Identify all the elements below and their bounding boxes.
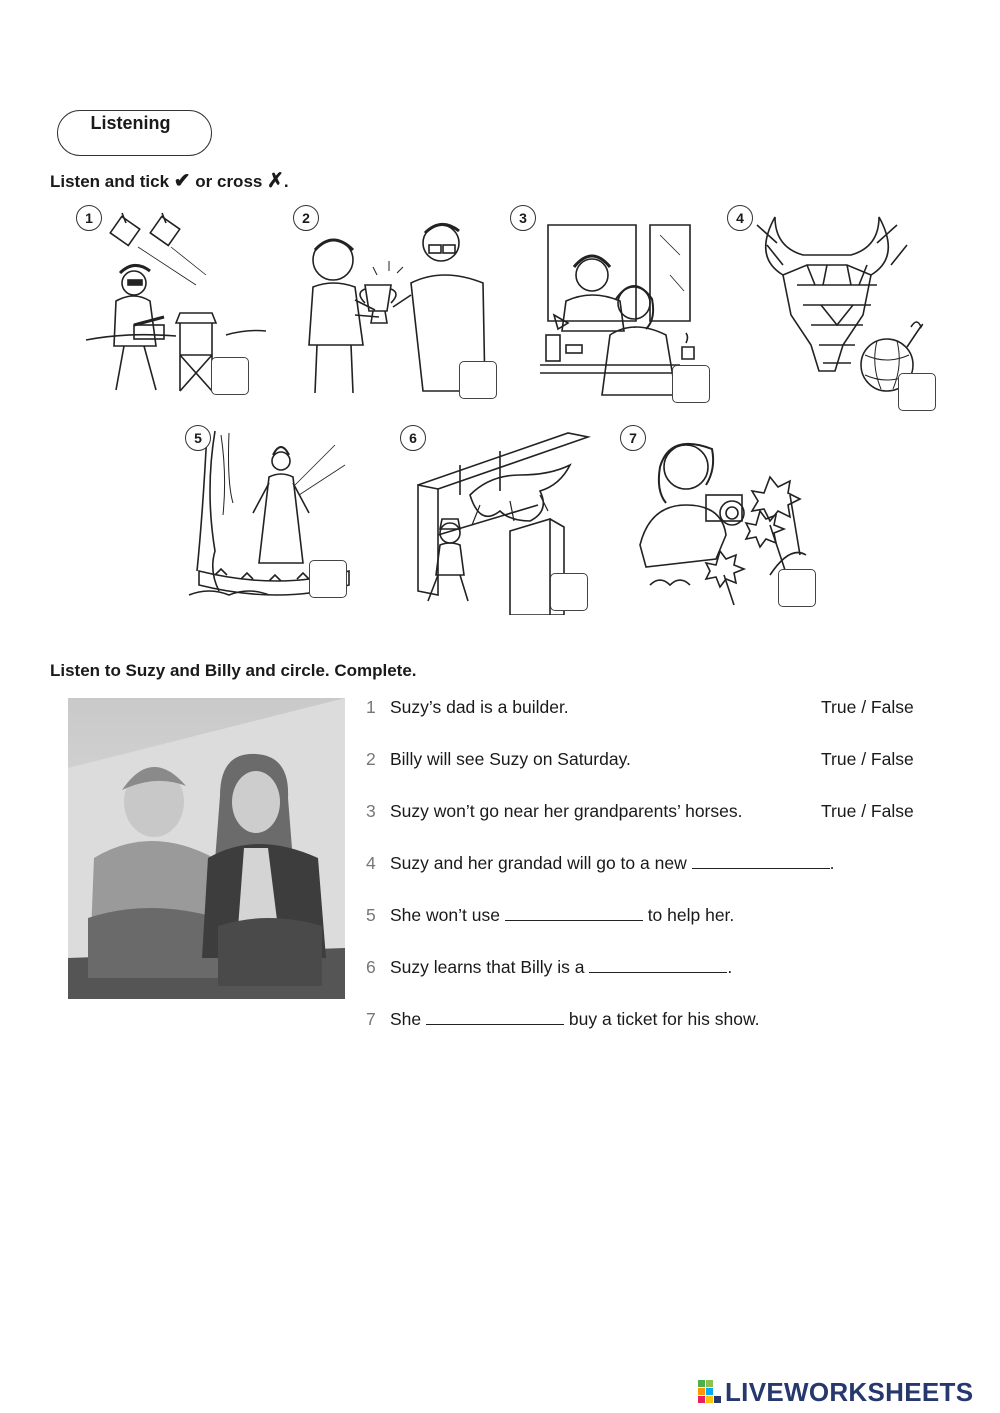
picture-number: 5 — [185, 425, 211, 451]
picture-number: 4 — [727, 205, 753, 231]
instruction-circle-complete: Listen to Suzy and Billy and circle. Complete. — [50, 661, 417, 680]
answer-box[interactable] — [550, 573, 588, 611]
picture-3 — [510, 205, 720, 405]
question-2 — [366, 749, 914, 770]
answer-blank[interactable] — [426, 1009, 564, 1025]
picture-number: 6 — [400, 425, 426, 451]
question-text-before: Suzy learns that Billy is a — [390, 957, 585, 977]
true-false-options[interactable]: True / False — [821, 697, 914, 717]
tick-mark: ✔ — [173, 170, 191, 192]
question-number: 7 — [366, 1009, 376, 1029]
answer-box[interactable] — [898, 373, 936, 411]
question-number: 5 — [366, 905, 376, 925]
question-text: Suzy won’t go near her grandparents’ horses. — [390, 801, 743, 821]
question-number: 6 — [366, 957, 376, 977]
answer-box[interactable] — [459, 361, 497, 399]
question-text-before: Suzy and her grandad will go to a new — [390, 853, 687, 873]
question-number: 3 — [366, 801, 376, 821]
question-text: Suzy’s dad is a builder. — [390, 697, 569, 717]
question-5 — [366, 905, 734, 926]
true-false-options[interactable]: True / False — [821, 749, 914, 769]
true-false-options[interactable]: True / False — [821, 801, 914, 821]
section-label-pill — [57, 110, 212, 156]
question-1 — [366, 697, 914, 718]
question-text-before: She won’t use — [390, 905, 500, 925]
answer-box[interactable] — [211, 357, 249, 395]
picture-5 — [185, 425, 355, 605]
liveworksheets-cubes-icon — [697, 1379, 723, 1405]
question-7 — [366, 1009, 760, 1030]
question-text: Billy will see Suzy on Saturday. — [390, 749, 631, 769]
picture-number: 3 — [510, 205, 536, 231]
picture-6 — [400, 425, 595, 615]
cross-mark: ✗ — [267, 170, 284, 192]
question-text-after: buy a ticket for his show. — [568, 1009, 760, 1029]
question-number: 1 — [366, 697, 376, 717]
picture-2 — [293, 205, 503, 400]
logo-text: LIVEWORKSHEETS — [725, 1376, 974, 1407]
question-text-before: She — [390, 1009, 422, 1029]
answer-box[interactable] — [672, 365, 710, 403]
picture-4 — [727, 205, 947, 415]
question-number: 4 — [366, 853, 376, 873]
question-text-after: to help her. — [647, 905, 735, 925]
answer-blank[interactable] — [692, 853, 830, 869]
question-text-after: . — [829, 853, 835, 873]
teenagers-photo — [68, 698, 345, 999]
question-number: 2 — [366, 749, 376, 769]
liveworksheets-logo — [697, 1377, 973, 1407]
answer-blank[interactable] — [505, 905, 643, 921]
picture-1 — [76, 205, 266, 400]
answer-box[interactable] — [778, 569, 816, 607]
instruction-tick-cross: Listen and tick ✔ or cross ✗. — [50, 170, 289, 192]
answer-blank[interactable] — [589, 957, 727, 973]
picture-number: 1 — [76, 205, 102, 231]
answer-box[interactable] — [309, 560, 347, 598]
picture-7 — [620, 425, 820, 610]
picture-number: 7 — [620, 425, 646, 451]
question-3 — [366, 801, 914, 822]
picture-number: 2 — [293, 205, 319, 231]
section-label: Listening — [90, 113, 171, 133]
question-text-after: . — [727, 957, 733, 977]
question-4 — [366, 853, 834, 874]
teenagers-photo-icon — [68, 698, 345, 999]
question-6 — [366, 957, 732, 978]
